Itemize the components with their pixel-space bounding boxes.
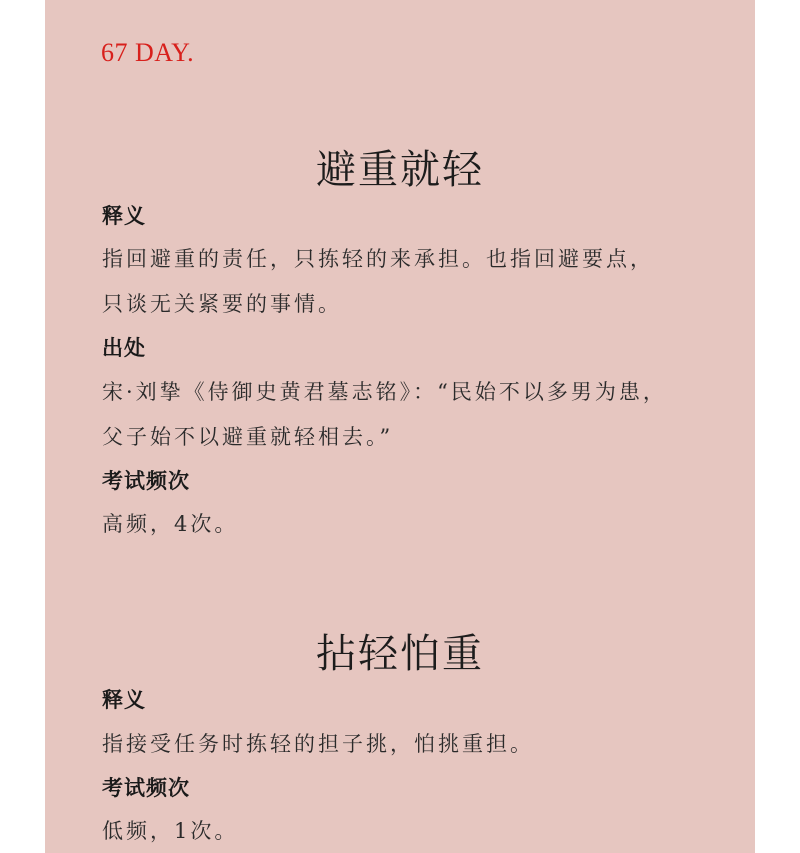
source-line: 宋·刘挚《侍御史黄君墓志铭》：“民始不以多男为患， (102, 380, 667, 404)
meaning-line: 只谈无关紧要的事情。 (102, 292, 342, 316)
frequency-text: 高频，4次。 (102, 512, 239, 536)
meaning-heading: 释义 (102, 203, 146, 228)
idiom-title: 拈轻怕重 (316, 631, 484, 677)
meaning-line: 指回避重的责任，只拣轻的来承担。也指回避要点， (102, 247, 654, 271)
frequency-heading: 考试频次 (102, 468, 190, 493)
source-line: 父子始不以避重就轻相去。” (102, 425, 394, 449)
frequency-heading: 考试频次 (102, 775, 190, 800)
day-label: 67 DAY. (101, 38, 195, 67)
meaning-line: 指接受任务时拣轻的担子挑，怕挑重担。 (102, 732, 534, 756)
page-card (45, 0, 755, 853)
frequency-text: 低频，1次。 (102, 819, 239, 843)
idiom-title: 避重就轻 (316, 147, 484, 193)
source-heading: 出处 (102, 335, 146, 360)
meaning-heading: 释义 (102, 687, 146, 712)
